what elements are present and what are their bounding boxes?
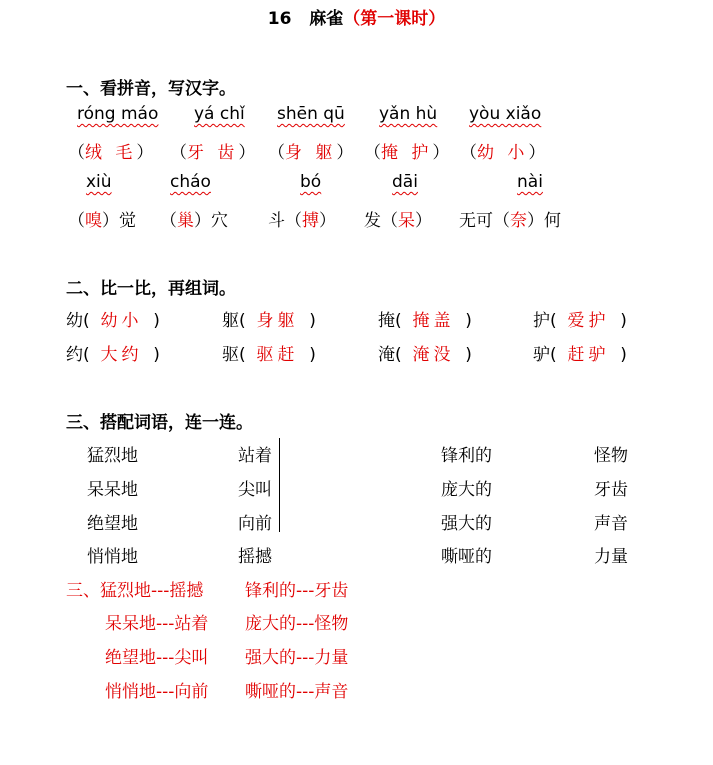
fill-word: （巢）穴 <box>160 211 228 231</box>
base-char: 护 <box>533 311 550 331</box>
lesson-name: 麻雀 <box>309 9 344 29</box>
match-word-right: 尖叫 <box>238 480 272 500</box>
compare-item: 淹( 淹没 ) <box>378 345 472 365</box>
subtitle-close: ） <box>428 9 446 29</box>
fill-word: 发（呆） <box>364 211 432 231</box>
answer-box: （牙 齿） <box>170 143 256 163</box>
answer-text: 淹没 <box>412 345 455 365</box>
subtitle-open: （ <box>343 9 361 29</box>
answer-prefix: 三、 <box>66 581 100 601</box>
compare-item: 掩( 掩盖 ) <box>378 311 472 331</box>
compare-item: 幼( 幼小 ) <box>66 311 160 331</box>
match-word-left: 猛烈地 <box>87 446 138 466</box>
word-prefix: 发 <box>364 211 381 231</box>
pinyin: yòu xiǎo <box>469 104 542 124</box>
fill-word: 斗（搏） <box>268 211 336 231</box>
pinyin: shēn qū <box>277 104 345 124</box>
answer-text: 巢 <box>177 211 194 231</box>
answer-text: 掩盖 <box>412 311 455 331</box>
answer-text: 嗅 <box>85 211 102 231</box>
match-divider-line <box>279 438 280 532</box>
match-word-right: 声音 <box>594 514 628 534</box>
word-suffix: 觉 <box>119 211 136 231</box>
answer-text: 牙 齿 <box>187 143 239 163</box>
answer-text: 大约 <box>100 345 143 365</box>
word-suffix: 何 <box>544 211 561 231</box>
answer-text: 驱赶 <box>256 345 299 365</box>
match-word-left: 绝望地 <box>87 514 138 534</box>
base-char: 躯 <box>222 311 239 331</box>
answer-pair: 猛烈地---摇撼 <box>100 581 204 601</box>
word-prefix: 斗 <box>268 211 285 231</box>
answer-pair: 嘶哑的---声音 <box>245 682 349 702</box>
section2-heading: 二、比一比，再组词。 <box>66 279 236 299</box>
answer-box: （掩 护） <box>364 143 450 163</box>
pinyin: róng máo <box>77 104 159 124</box>
lesson-number: 16 <box>267 9 292 29</box>
answer-text: 爱护 <box>567 311 610 331</box>
match-word-right: 力量 <box>594 547 628 567</box>
answer-box: （身 躯） <box>268 143 354 163</box>
answer-text: 掩 护 <box>381 143 433 163</box>
match-word-right: 怪物 <box>594 446 628 466</box>
answer-box: （幼 小） <box>460 143 546 163</box>
pinyin: yǎn hù <box>379 104 438 124</box>
pinyin: yá chǐ <box>194 104 245 124</box>
compare-item: 约( 大约 ) <box>66 345 160 365</box>
page-title <box>0 4 713 29</box>
answer-text: 搏 <box>302 211 319 231</box>
answer-pair: 锋利的---牙齿 <box>245 581 349 601</box>
base-char: 掩 <box>378 311 395 331</box>
base-char: 幼 <box>66 311 83 331</box>
pinyin: bó <box>300 172 322 192</box>
match-word-left: 呆呆地 <box>87 480 138 500</box>
fill-word: 无可（奈）何 <box>459 211 561 231</box>
pinyin: xiù <box>86 172 112 192</box>
base-char: 驱 <box>222 345 239 365</box>
answer-text: 绒 毛 <box>85 143 137 163</box>
word-suffix: 穴 <box>211 211 228 231</box>
match-word-right: 牙齿 <box>594 480 628 500</box>
pinyin: nài <box>517 172 543 192</box>
base-char: 驴 <box>533 345 550 365</box>
base-char: 淹 <box>378 345 395 365</box>
match-word-right: 摇撼 <box>238 547 272 567</box>
answer-text: 幼小 <box>100 311 143 331</box>
answer-text: 赶驴 <box>567 345 610 365</box>
match-word-left: 庞大的 <box>441 480 492 500</box>
answer-pair: 庞大的---怪物 <box>245 614 349 634</box>
answer-pair: 强大的---力量 <box>245 648 349 668</box>
section3-heading: 三、搭配词语，连一连。 <box>66 413 253 433</box>
answer-box: （绒 毛） <box>68 143 154 163</box>
answer-text: 幼 小 <box>477 143 529 163</box>
word-prefix: 无可 <box>459 211 493 231</box>
answer-text: 身 躯 <box>285 143 337 163</box>
compare-item: 护( 爱护 ) <box>533 311 627 331</box>
answer-pair: 绝望地---尖叫 <box>105 648 209 668</box>
compare-item: 驴( 赶驴 ) <box>533 345 627 365</box>
answer-line <box>66 576 203 601</box>
match-word-left: 嘶哑的 <box>441 547 492 567</box>
answer-pair: 悄悄地---向前 <box>105 682 209 702</box>
answer-text: 呆 <box>398 211 415 231</box>
compare-item: 驱( 驱赶 ) <box>222 345 316 365</box>
lesson-subtitle: 第一课时 <box>360 9 429 29</box>
match-word-left: 锋利的 <box>441 446 492 466</box>
match-word-left: 强大的 <box>441 514 492 534</box>
section1-heading: 一、看拼音，写汉字。 <box>66 79 236 99</box>
answer-text: 身躯 <box>256 311 299 331</box>
compare-item: 躯( 身躯 ) <box>222 311 316 331</box>
match-word-left: 悄悄地 <box>87 547 138 567</box>
pinyin: cháo <box>170 172 211 192</box>
match-word-right: 站着 <box>238 446 272 466</box>
answer-pair: 呆呆地---站着 <box>105 614 209 634</box>
pinyin: dāi <box>392 172 418 192</box>
base-char: 约 <box>66 345 83 365</box>
fill-word: （嗅）觉 <box>68 211 136 231</box>
answer-text: 奈 <box>510 211 527 231</box>
match-word-right: 向前 <box>238 514 272 534</box>
